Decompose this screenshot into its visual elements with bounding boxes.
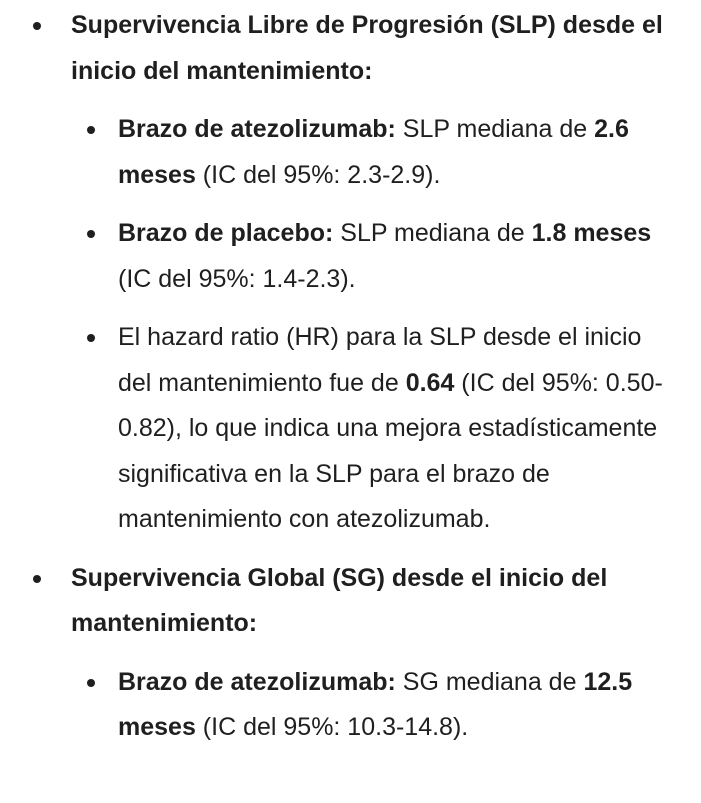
section-heading-os: Supervivencia Global (SG) desde el inicio del mantenimiento: xyxy=(71,563,608,637)
list-item-pfs xyxy=(0,3,701,543)
list-item xyxy=(0,107,681,198)
item-text: (IC del 95%: 10.3-14.8). xyxy=(195,713,469,741)
item-value: 2.6 meses xyxy=(118,115,629,189)
item-text: (IC del 95%: 0.50-0.82), lo que indica una mejora estadísticamente significativa en la SLP para el brazo de mantenimiento con atezolizumab. xyxy=(118,368,663,533)
item-label: Brazo de atezolizumab: xyxy=(118,667,396,696)
item-text: (IC del 95%: 1.4-2.3). xyxy=(118,264,356,293)
section-heading-pfs: Supervivencia Libre de Progresión (SLP) desde el inicio del mantenimiento: xyxy=(71,11,663,85)
list-item xyxy=(0,315,681,543)
item-label: Brazo de atezolizumab: xyxy=(118,115,396,143)
item-value: 12.5 meses xyxy=(118,667,633,741)
item-text: (IC del 95%: 2.3-2.9). xyxy=(195,160,441,189)
os-sublist xyxy=(71,660,681,751)
pfs-sublist xyxy=(71,107,681,543)
item-value: 1.8 meses xyxy=(531,219,652,247)
item-text: SLP mediana de xyxy=(333,219,532,247)
item-text: SG mediana de xyxy=(395,667,584,696)
list-item xyxy=(0,211,681,302)
item-text: El hazard ratio (HR) para la SLP desde el inicio del mantenimiento fue de xyxy=(118,323,642,397)
item-value: 0.64 xyxy=(405,368,455,397)
item-text: SLP mediana de xyxy=(395,115,595,143)
list-item xyxy=(0,660,681,751)
outcomes-list xyxy=(0,3,701,751)
item-label: Brazo de placebo: xyxy=(118,219,334,247)
list-item-os xyxy=(0,556,701,751)
